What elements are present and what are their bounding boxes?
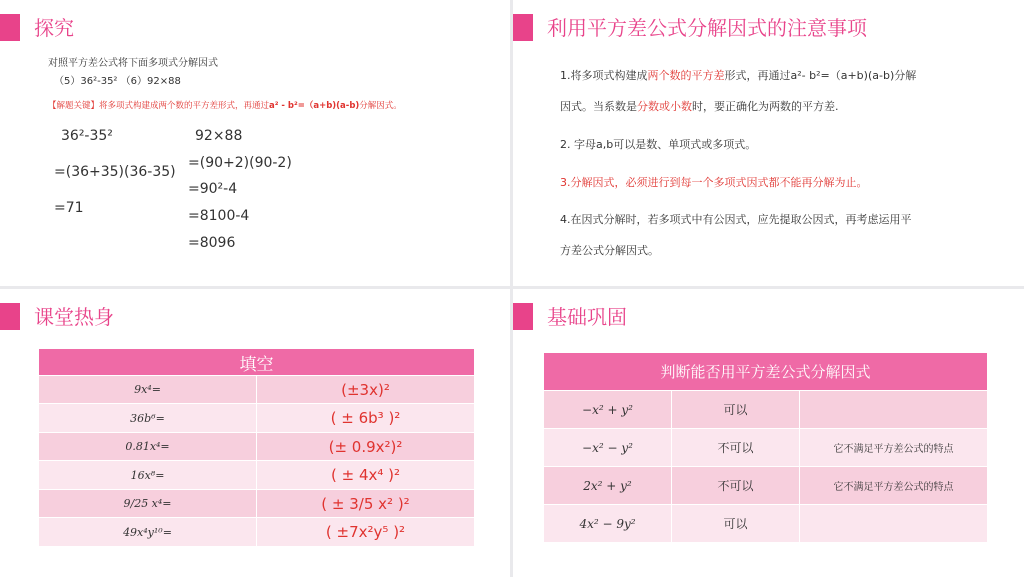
problems-text: （5）36²-35² （6）92×88 (54, 76, 181, 87)
table-cell-expr: −x² + y² (544, 391, 672, 429)
table-cell-expr: 36b⁶= (39, 404, 257, 433)
table-cell-answer: (± 0.9x²)² (257, 433, 475, 461)
right-step: 92×88 (195, 128, 243, 144)
title-accent-bar (513, 303, 533, 330)
title-accent-bar (513, 14, 533, 41)
note-text: 时，要正确化为两数的平方差. (692, 100, 839, 113)
slide-title: 基础巩固 (547, 305, 627, 329)
note-1-line-1 (560, 67, 916, 83)
table-cell-expr: −x² − y² (544, 429, 672, 467)
left-step: =(36+35)(36-35) (54, 164, 176, 180)
table-header: 判断能否用平方差公式分解因式 (544, 353, 988, 391)
note-4-line-2: 方差公式分解因式。 (560, 244, 659, 257)
key-note (48, 99, 402, 111)
table-cell-result: 可以 (672, 391, 800, 429)
note-highlight: 两个数的平方差 (647, 69, 725, 82)
table-cell-result: 不可以 (672, 467, 800, 505)
slide-title: 利用平方差公式分解因式的注意事项 (547, 16, 867, 40)
fill-blank-table (38, 348, 475, 547)
note-text: 因式。当系数是 (560, 100, 637, 113)
table-cell-expr: 9x⁴= (39, 376, 257, 404)
table-cell-expr: 9/25 x⁴= (39, 490, 257, 518)
table-cell-expr: 49x⁴y¹⁰= (39, 518, 257, 547)
slide-consolidation (513, 289, 1024, 577)
title-accent-bar (0, 303, 20, 330)
left-step: =71 (54, 200, 84, 216)
note-text: 1.将多项式构建成 (560, 69, 648, 82)
table-cell-answer: ( ± 3/5 x² )² (257, 490, 475, 518)
right-step: =8100-4 (188, 208, 250, 224)
table-cell-expr: 16x⁸= (39, 461, 257, 490)
slide-warmup (0, 289, 510, 577)
key-prefix: 【解题关键】将多项式构建成两个数的平方差形式，再通过 (48, 101, 270, 111)
key-formula: a² - b²=（a+b)(a-b) (269, 101, 360, 111)
note-4-line-1: 4.在因式分解时，若多项式中有公因式，应先提取公因式，再考虑运用平 (560, 213, 912, 226)
slide-title: 探究 (34, 16, 74, 40)
note-2: 2. 字母a,b可以是数、单项式或多项式。 (560, 138, 757, 151)
table-cell-note (800, 505, 988, 543)
title-accent-bar (0, 14, 20, 41)
slide-title: 课堂热身 (34, 305, 114, 329)
table-cell-expr: 4x² − 9y² (544, 505, 672, 543)
left-step: 36²-35² (61, 128, 113, 144)
table-cell-expr: 2x² + y² (544, 467, 672, 505)
slide-explore (0, 0, 510, 286)
note-3: 3.分解因式，必须进行到每一个多项式因式都不能再分解为止。 (560, 176, 868, 189)
table-cell-note: 它不满足平方差公式的特点 (800, 467, 988, 505)
note-text: 形式，再通过a²- b²=（a+b)(a-b)分解 (724, 69, 917, 82)
table-cell-answer: (±3x)² (257, 376, 475, 404)
table-cell-note: 它不满足平方差公式的特点 (800, 429, 988, 467)
table-cell-answer: ( ±7x²y⁵ )² (257, 518, 475, 547)
note-1-line-2 (560, 98, 839, 114)
note-highlight: 分数或小数 (637, 100, 692, 113)
table-cell-result: 可以 (672, 505, 800, 543)
table-cell-note (800, 391, 988, 429)
judge-table (543, 352, 988, 543)
key-suffix: 分解因式。 (359, 101, 402, 111)
right-step: =(90+2)(90-2) (188, 155, 292, 171)
right-step: =90²-4 (188, 181, 238, 197)
slide-notes (513, 0, 1024, 286)
table-cell-result: 不可以 (672, 429, 800, 467)
table-cell-answer: ( ± 6b³ )² (257, 404, 475, 433)
table-cell-answer: ( ± 4x⁴ )² (257, 461, 475, 490)
table-header: 填空 (39, 349, 475, 376)
table-cell-expr: 0.81x⁴= (39, 433, 257, 461)
intro-text: 对照平方差公式将下面多项式分解因式 (48, 58, 218, 69)
right-step: =8096 (188, 235, 236, 251)
